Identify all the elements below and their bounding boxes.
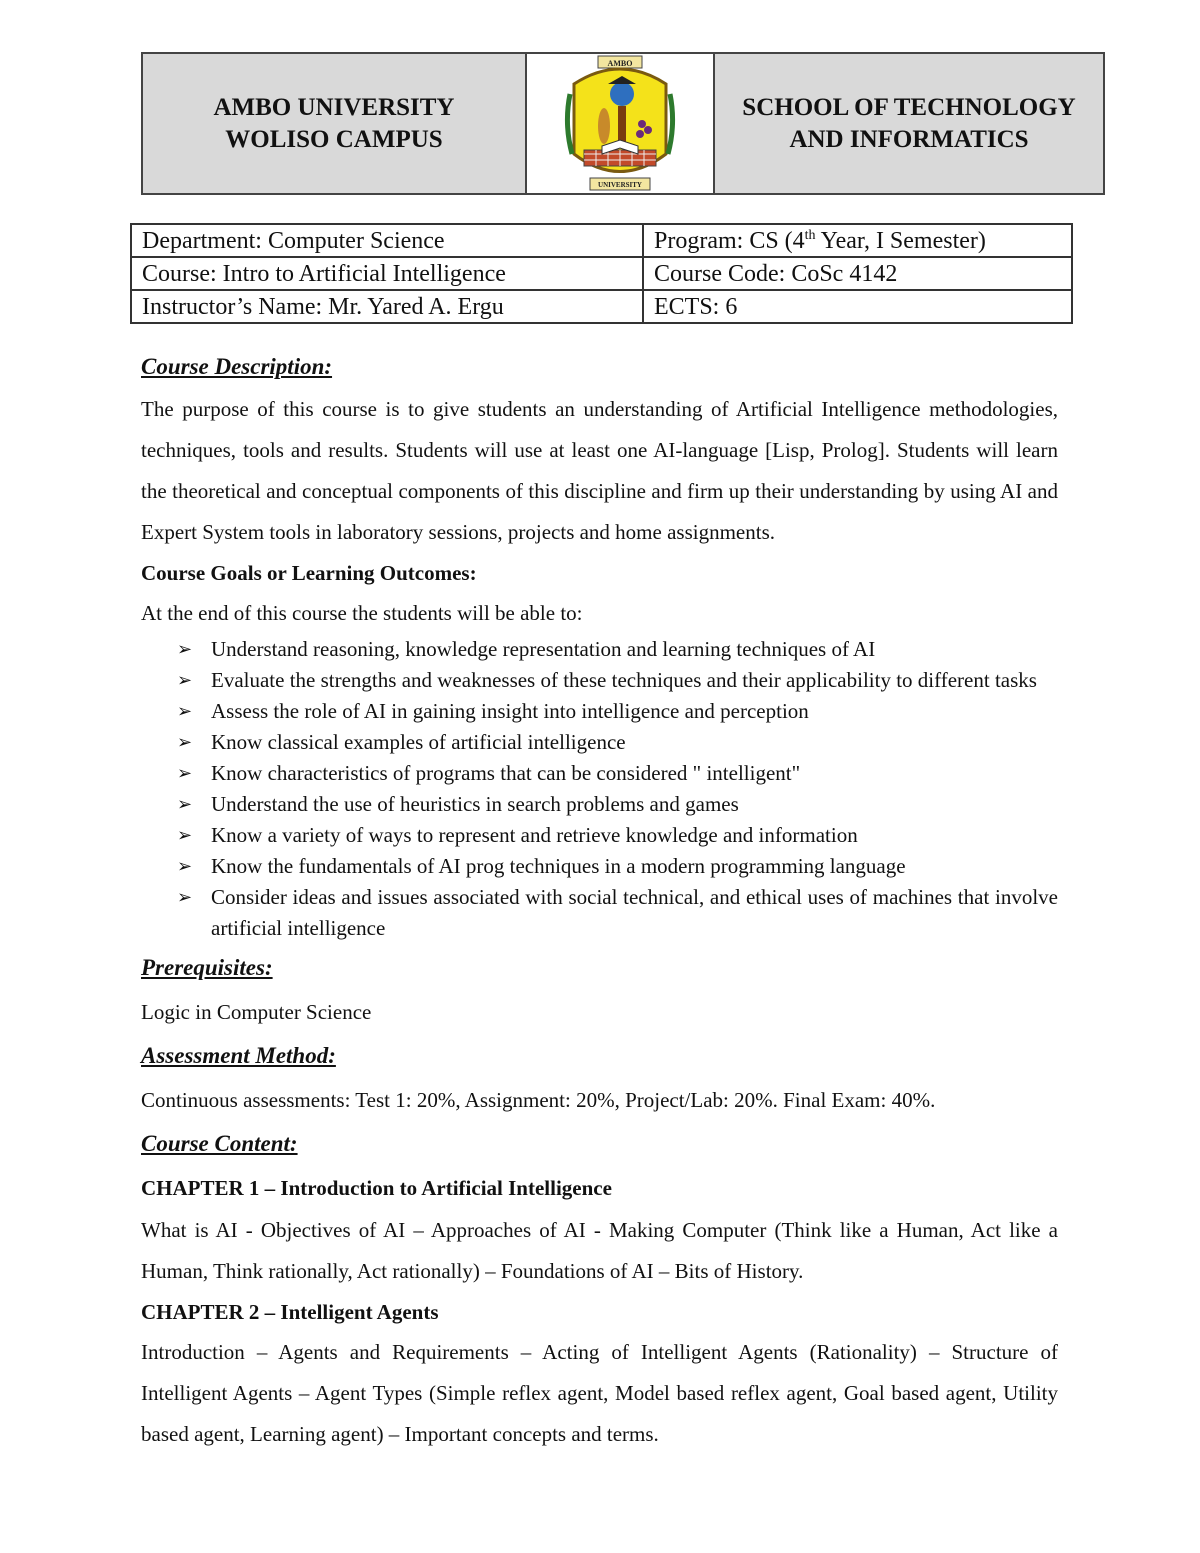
arrow-bullet-icon: ➢ bbox=[177, 887, 193, 907]
course-code-cell: Course Code: CoSc 4142 bbox=[643, 257, 1072, 290]
instructor-cell: Instructor’s Name: Mr. Yared A. Ergu bbox=[131, 290, 643, 323]
chapter-2-heading: CHAPTER 2 – Intelligent Agents bbox=[141, 1300, 439, 1324]
list-item bbox=[141, 789, 1058, 820]
table-row bbox=[131, 290, 1072, 323]
list-item-text: Know classical examples of artificial intelligence bbox=[211, 730, 626, 754]
arrow-bullet-icon: ➢ bbox=[177, 856, 193, 876]
list-item-text: Assess the role of AI in gaining insight into intelligence and perception bbox=[211, 699, 809, 723]
school-line-1: SCHOOL OF TECHNOLOGY bbox=[742, 93, 1076, 121]
assessment-title: Assessment Method: bbox=[141, 1043, 336, 1068]
school-name bbox=[715, 54, 1103, 193]
arrow-bullet-icon: ➢ bbox=[177, 701, 193, 721]
table-row bbox=[131, 257, 1072, 290]
list-item-text: Understand the use of heuristics in search problems and games bbox=[211, 792, 739, 816]
arrow-bullet-icon: ➢ bbox=[177, 639, 193, 659]
list-item bbox=[141, 882, 1058, 944]
assessment-text: Continuous assessments: Test 1: 20%, Assignment: 20%, Project/Lab: 20%. Final Exam: 40%. bbox=[141, 1088, 936, 1112]
course-description-text: The purpose of this course is to give students an understanding of Artificial Intelligence methodologies, techniques, tools and results. Students will use at least one AI-language [Lisp, Prolog]. Students will learn the theoretical and conceptual components of this discipline and firm up their understanding by using AI and Expert System tools in laboratory sessions, projects and home assignments. bbox=[141, 397, 1058, 544]
goals-list bbox=[141, 634, 1058, 944]
list-item bbox=[141, 696, 1058, 727]
list-item-text: Understand reasoning, knowledge representation and learning techniques of AI bbox=[211, 637, 876, 661]
university-line-2: WOLISO CAMPUS bbox=[225, 125, 443, 153]
university-logo bbox=[527, 54, 715, 193]
course-cell: Course: Intro to Artificial Intelligence bbox=[131, 257, 643, 290]
chapter-1-heading: CHAPTER 1 – Introduction to Artificial Intelligence bbox=[141, 1176, 612, 1200]
list-item bbox=[141, 820, 1058, 851]
list-item-text: Know characteristics of programs that can be considered " intelligent" bbox=[211, 761, 801, 785]
program-suffix: Year, I Semester) bbox=[815, 227, 986, 254]
table-row bbox=[131, 224, 1072, 257]
document-body bbox=[141, 345, 1058, 1455]
list-item-text: Know the fundamentals of AI prog techniques in a modern programming language bbox=[211, 854, 906, 878]
list-item bbox=[141, 665, 1058, 696]
list-item-text: Consider ideas and issues associated with social technical, and ethical uses of machines that involve artificial intelligence bbox=[211, 885, 1058, 940]
list-item bbox=[141, 758, 1058, 789]
university-line-1: AMBO UNIVERSITY bbox=[213, 93, 455, 121]
document-header bbox=[141, 52, 1105, 195]
prerequisites-text: Logic in Computer Science bbox=[141, 1000, 372, 1024]
prerequisites-title: Prerequisites: bbox=[141, 955, 273, 980]
goals-title: Course Goals or Learning Outcomes: bbox=[141, 561, 477, 585]
arrow-bullet-icon: ➢ bbox=[177, 794, 193, 814]
logo-top-text: AMBO bbox=[607, 58, 633, 68]
ects-cell: ECTS: 6 bbox=[643, 290, 1072, 323]
list-item-text: Evaluate the strengths and weaknesses of these techniques and their applicability to different tasks bbox=[211, 668, 1037, 692]
chapter-2-text: Introduction – Agents and Requirements – Acting of Intelligent Agents (Rationality) – Structure of Intelligent Agents – Agent Types (Simple reflex agent, Model based reflex agent, Goal based agent, Utility based agent, Learning agent) – Important concepts and terms. bbox=[141, 1340, 1058, 1446]
arrow-bullet-icon: ➢ bbox=[177, 825, 193, 845]
university-name bbox=[143, 54, 527, 193]
course-description-title: Course Description: bbox=[141, 354, 333, 379]
course-content-title: Course Content: bbox=[141, 1131, 298, 1156]
list-item-text: Know a variety of ways to represent and retrieve knowledge and information bbox=[211, 823, 858, 847]
list-item bbox=[141, 851, 1058, 882]
logo-emblem-icon bbox=[560, 54, 680, 194]
program-superscript: th bbox=[804, 227, 816, 243]
arrow-bullet-icon: ➢ bbox=[177, 670, 193, 690]
arrow-bullet-icon: ➢ bbox=[177, 732, 193, 752]
chapter-1-text: What is AI - Objectives of AI – Approaches of AI - Making Computer (Think like a Human, Act like a Human, Think rationally, Act rationally) – Foundations of AI – Bits of History. bbox=[141, 1218, 1058, 1283]
program-prefix: Program: CS (4 bbox=[654, 227, 805, 254]
logo-bottom-text: UNIVERSITY bbox=[598, 180, 642, 189]
program-cell bbox=[643, 224, 1072, 257]
list-item bbox=[141, 727, 1058, 758]
arrow-bullet-icon: ➢ bbox=[177, 763, 193, 783]
course-info-table bbox=[130, 223, 1073, 324]
school-line-2: AND INFORMATICS bbox=[789, 125, 1029, 153]
department-cell: Department: Computer Science bbox=[131, 224, 643, 257]
list-item bbox=[141, 634, 1058, 665]
goals-intro: At the end of this course the students will be able to: bbox=[141, 601, 583, 625]
